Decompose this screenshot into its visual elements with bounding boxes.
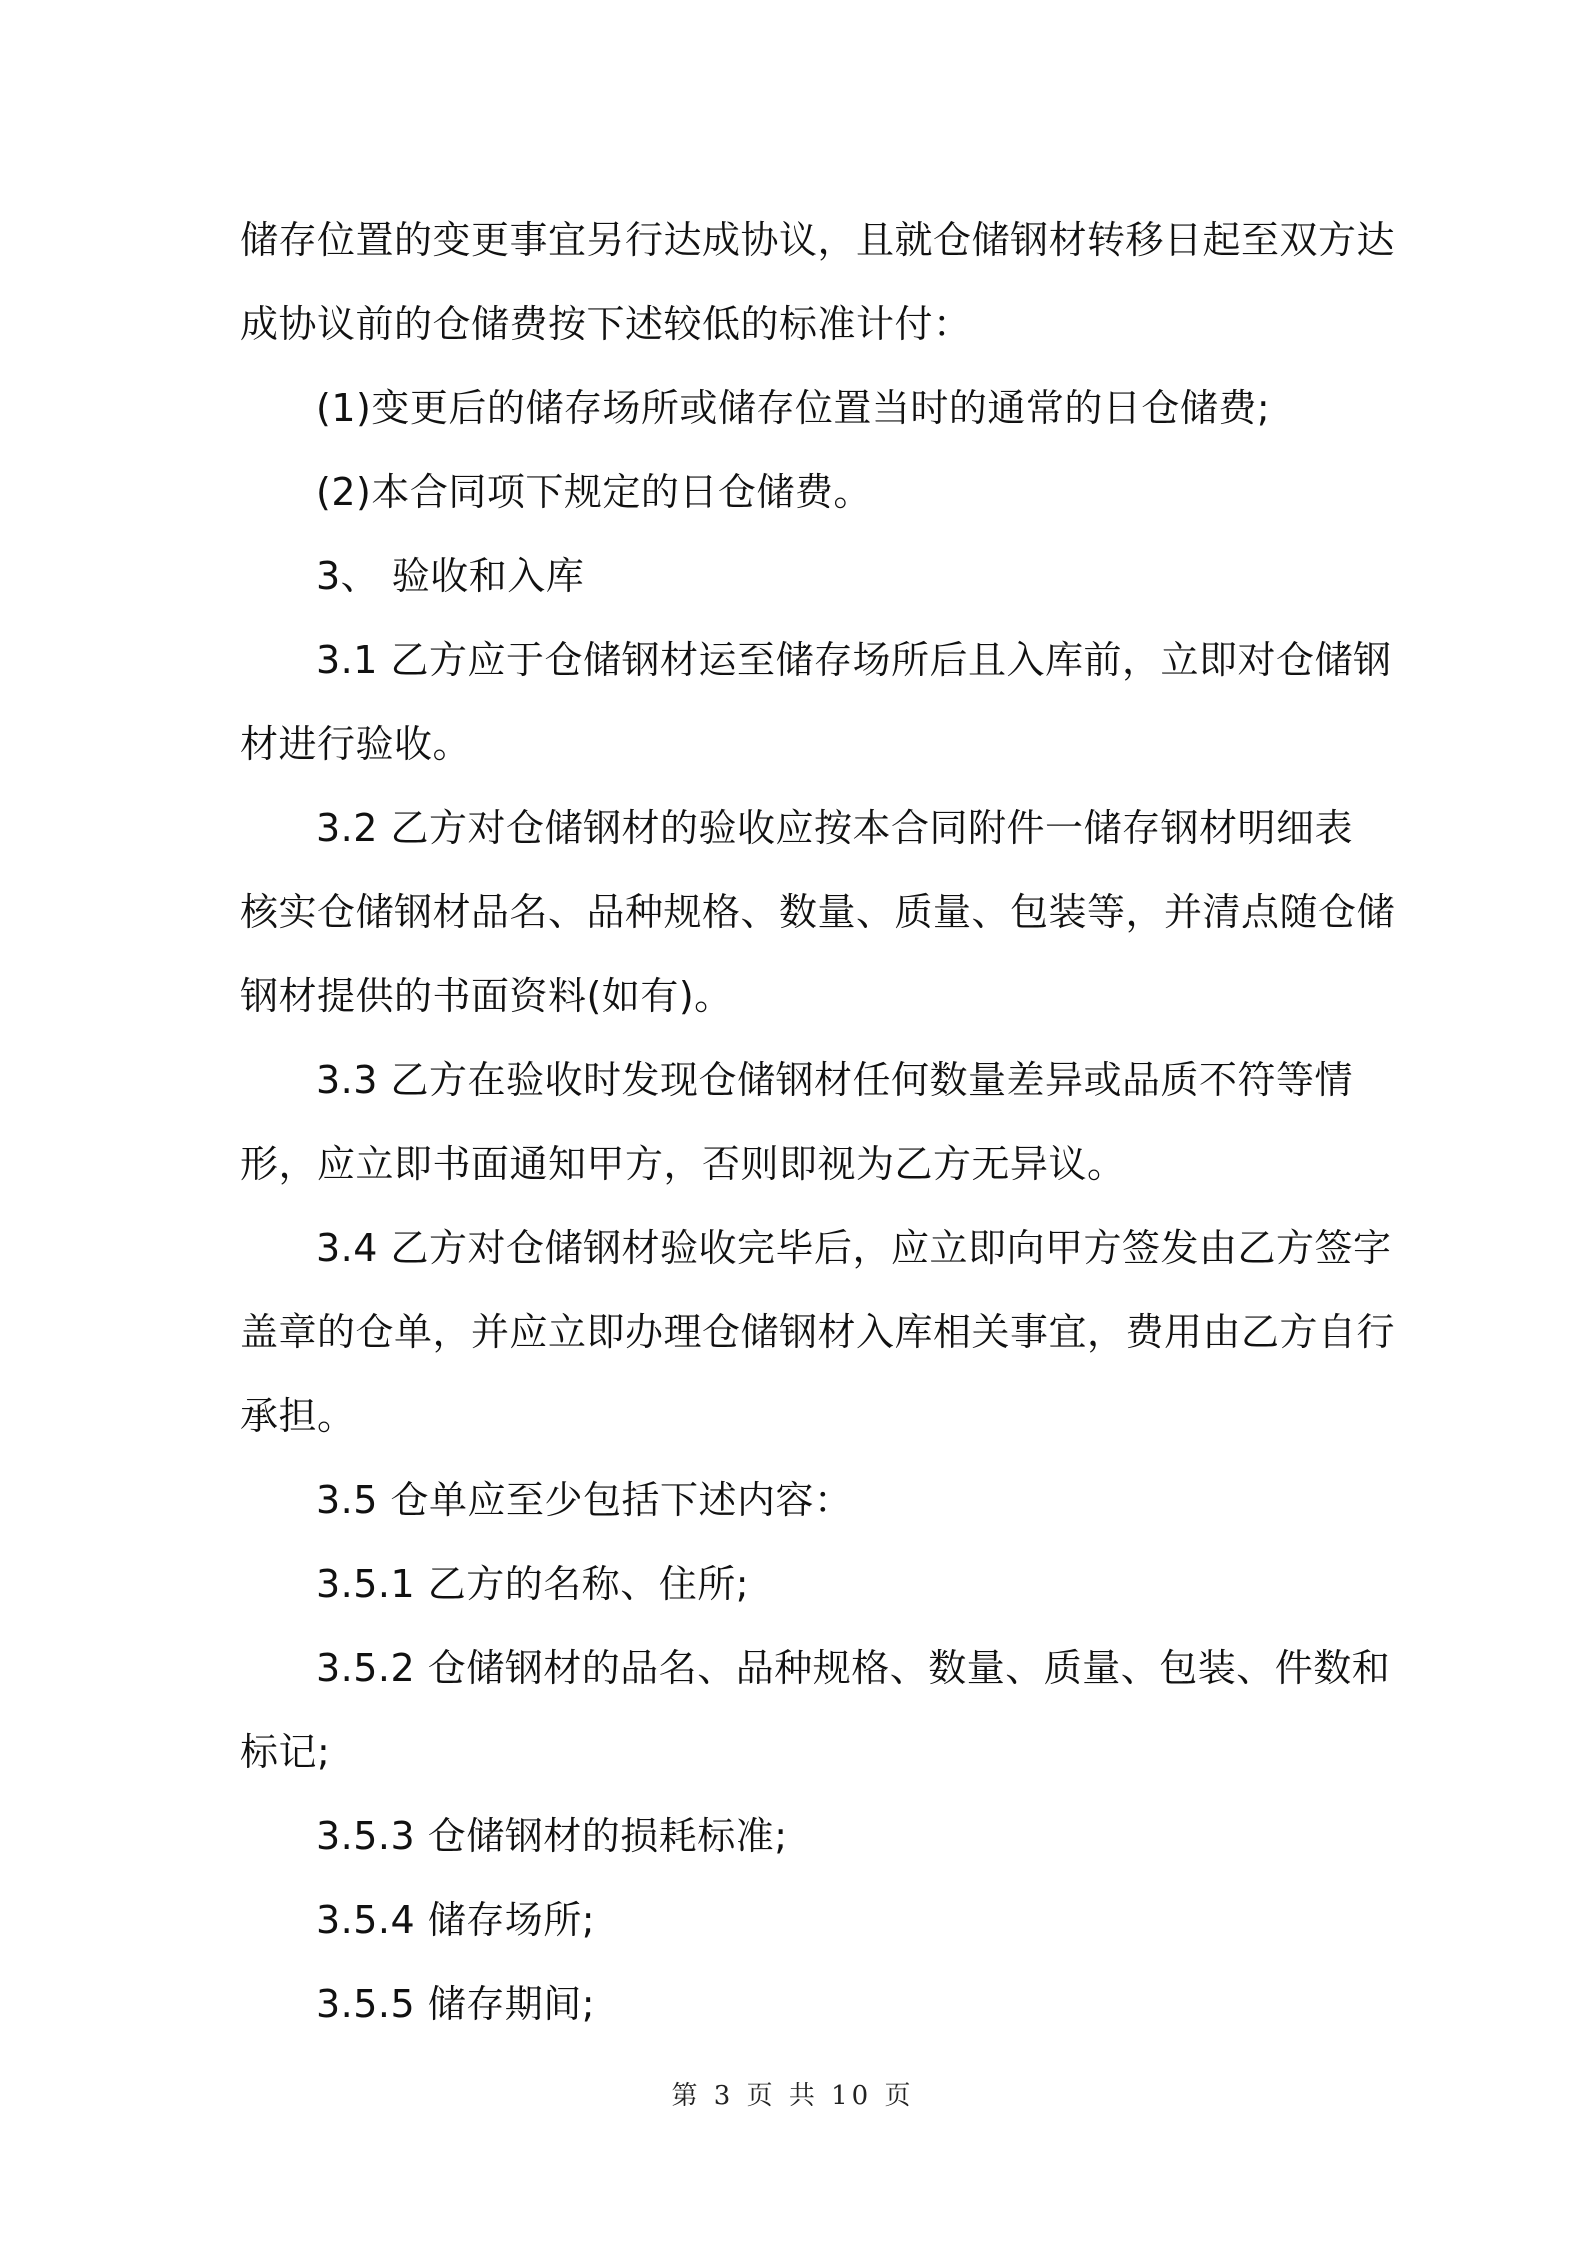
clause-line: 3.2 乙方对仓储钢材的验收应按本合同附件一储存钢材明细表 <box>316 806 1354 850</box>
clause-line: 钢材提供的书面资料(如有)。 <box>240 974 733 1018</box>
subclause-line: 3.5.3 仓储钢材的损耗标准; <box>316 1814 788 1858</box>
list-item: (1)变更后的储存场所或储存位置当时的通常的日仓储费; <box>316 386 1271 430</box>
paragraph-line: 成协议前的仓储费按下述较低的标准计付： <box>240 302 972 346</box>
section-heading: 3、 验收和入库 <box>316 554 585 598</box>
clause-line: 形，应立即书面通知甲方，否则即视为乙方无异议。 <box>240 1142 1126 1186</box>
clause-line: 材进行验收。 <box>240 722 472 766</box>
page-number: 第 3 页 共 10 页 <box>671 2081 915 2111</box>
subclause-line: 3.5.5 储存期间; <box>316 1982 596 2026</box>
document-body <box>240 198 1396 2046</box>
clause-line: 核实仓储钢材品名、品种规格、数量、质量、包装等，并清点随仓储 <box>240 890 1396 934</box>
subclause-line: 3.5.1 乙方的名称、住所; <box>316 1562 750 1606</box>
clause-line: 3.1 乙方应于仓储钢材运至储存场所后且入库前，立即对仓储钢 <box>316 638 1392 682</box>
paragraph-line: 储存位置的变更事宜另行达成协议，且就仓储钢材转移日起至双方达 <box>240 218 1396 262</box>
list-item: (2)本合同项下规定的日仓储费。 <box>316 470 872 514</box>
clause-line: 3.4 乙方对仓储钢材验收完毕后，应立即向甲方签发由乙方签字 <box>316 1226 1392 1270</box>
clause-line: 承担。 <box>240 1394 356 1438</box>
subclause-line: 标记; <box>240 1730 331 1774</box>
clause-line: 3.3 乙方在验收时发现仓储钢材任何数量差异或品质不符等情 <box>316 1058 1354 1102</box>
clause-line: 盖章的仓单，并应立即办理仓储钢材入库相关事宜，费用由乙方自行 <box>240 1310 1396 1354</box>
subclause-line: 3.5.2 仓储钢材的品名、品种规格、数量、质量、包装、件数和 <box>316 1646 1391 1690</box>
clause-line: 3.5 仓单应至少包括下述内容： <box>316 1478 853 1522</box>
subclause-line: 3.5.4 储存场所; <box>316 1898 596 1942</box>
